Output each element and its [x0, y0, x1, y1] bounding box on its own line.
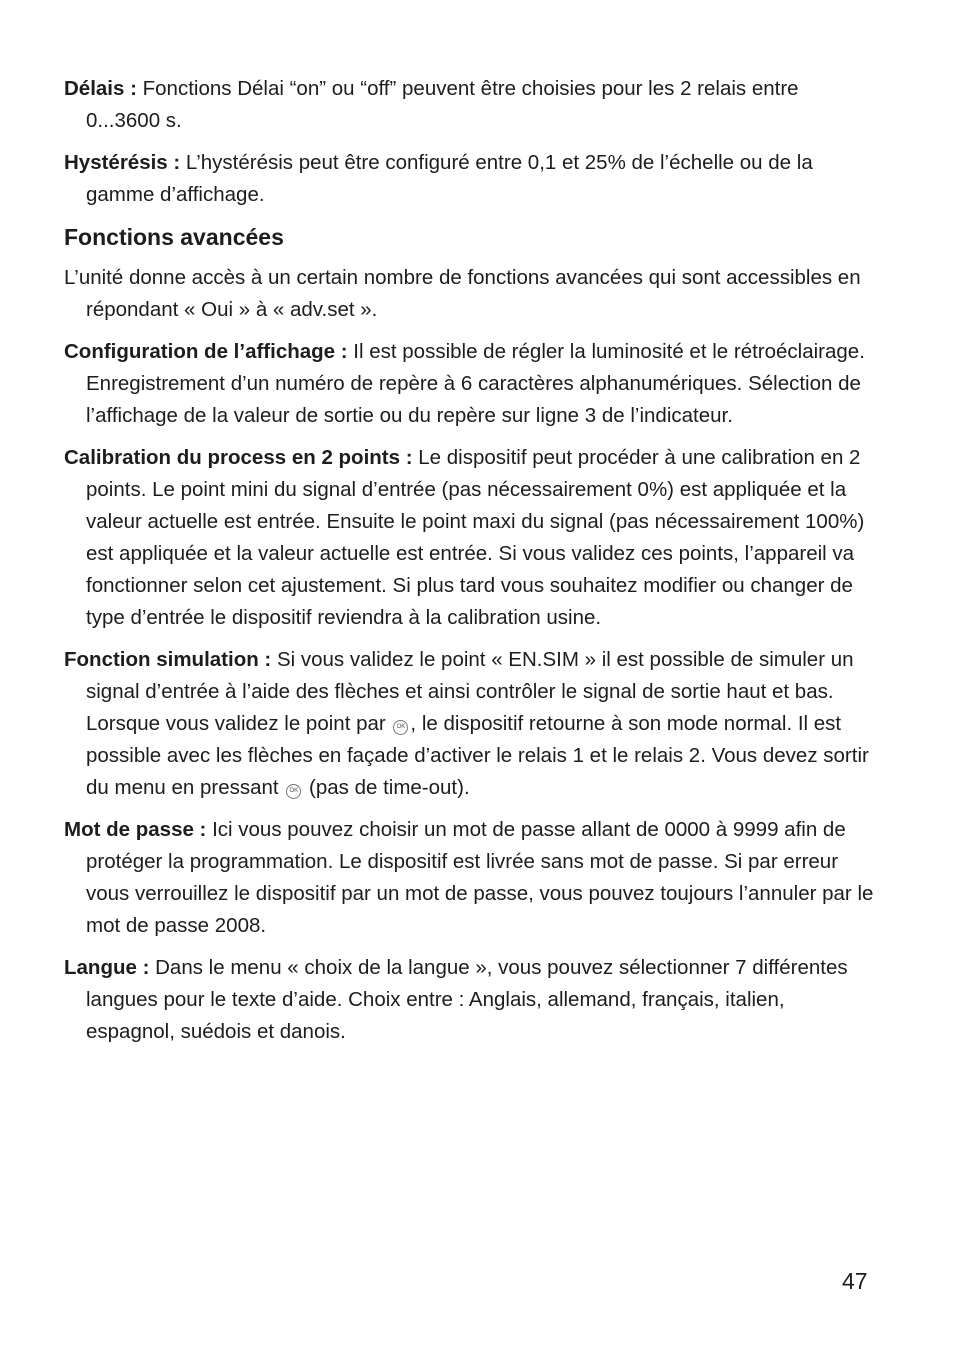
text-calibration: Le dispositif peut procéder à une calibration en 2 points. Le point mini du signal d’entrée (pas nécessairement 0%) est appliquée et la valeur actuelle est entrée. Ensuite le point maxi du signal (pas nécessairement 100%) est appliquée et la valeur actuelle est entrée. Si vous validez ces points, l’appareil va fonctionner selon cet ajustement. Si plus tard vous souhaitez modifier ou changer de type d’entrée le dispositif reviendra à la calibration usine.	[86, 446, 865, 629]
term-delais: Délais :	[64, 77, 137, 100]
text-config: Il est possible de régler la luminosité et le rétroéclairage. Enregistrement d’un numéro de repère à 6 caractères alphanumériques. Sélection de l’affichage de la valeur de sortie ou du repère sur ligne 3 de l’indicateur.	[86, 340, 865, 427]
paragraph-calibration	[64, 442, 876, 634]
term-language: Langue :	[64, 956, 150, 979]
page-number: 47	[842, 1268, 868, 1294]
term-simulation: Fonction simulation :	[64, 648, 272, 671]
text-simulation-3: (pas de time-out).	[303, 776, 470, 799]
text-language: Dans le menu « choix de la langue », vous pouvez sélectionner 7 différentes langues pour le texte d’aide. Choix entre : Anglais, allemand, français, italien, espagnol, suédois et danois.	[86, 956, 848, 1043]
text-delais: Fonctions Délai “on” ou “off” peuvent être choisies pour les 2 relais entre 0...3600 s.	[86, 77, 799, 132]
paragraph-config	[64, 336, 876, 432]
term-config: Configuration de l’affichage :	[64, 340, 348, 363]
paragraph-intro: L’unité donne accès à un certain nombre de fonctions avancées qui sont accessibles en répondant « Oui » à « adv.set ».	[64, 266, 861, 321]
paragraph-hysteresis	[64, 147, 876, 211]
term-password: Mot de passe :	[64, 818, 207, 841]
ok-button-icon: OK	[393, 720, 408, 735]
term-calibration: Calibration du process en 2 points :	[64, 446, 413, 469]
text-simulation-1: Si vous validez le point « EN.SIM » il est possible de simuler un signal d’entrée à l’aide des flèches et ainsi contrôler le signal de sortie haut et bas. Lorsque vous validez le point par	[86, 648, 854, 735]
text-simulation-2: , le dispositif retourne à son mode normal. Il est possible avec les flèches en façade d’activer le relais 1 et le relais 2. Vous devez sortir du menu en pressant	[86, 712, 869, 799]
text-hysteresis: L’hystérésis peut être configuré entre 0,1 et 25% de l’échelle ou de la gamme d’affichage.	[86, 151, 813, 206]
document-body	[64, 73, 876, 1058]
paragraph-simulation	[64, 644, 876, 804]
text-password: Ici vous pouvez choisir un mot de passe allant de 0000 à 9999 afin de protéger la programmation. Le dispositif est livrée sans mot de passe. Si par erreur vous verrouillez le dispositif par un mot de passe, vous pouvez toujours l’annuler par le mot de passe 2008.	[86, 818, 874, 937]
paragraph-password	[64, 814, 876, 942]
section-heading: Fonctions avancées	[64, 224, 284, 250]
paragraph-delais	[64, 73, 876, 137]
paragraph-language	[64, 952, 876, 1048]
ok-button-icon: OK	[286, 784, 301, 799]
term-hysteresis: Hystérésis :	[64, 151, 181, 174]
